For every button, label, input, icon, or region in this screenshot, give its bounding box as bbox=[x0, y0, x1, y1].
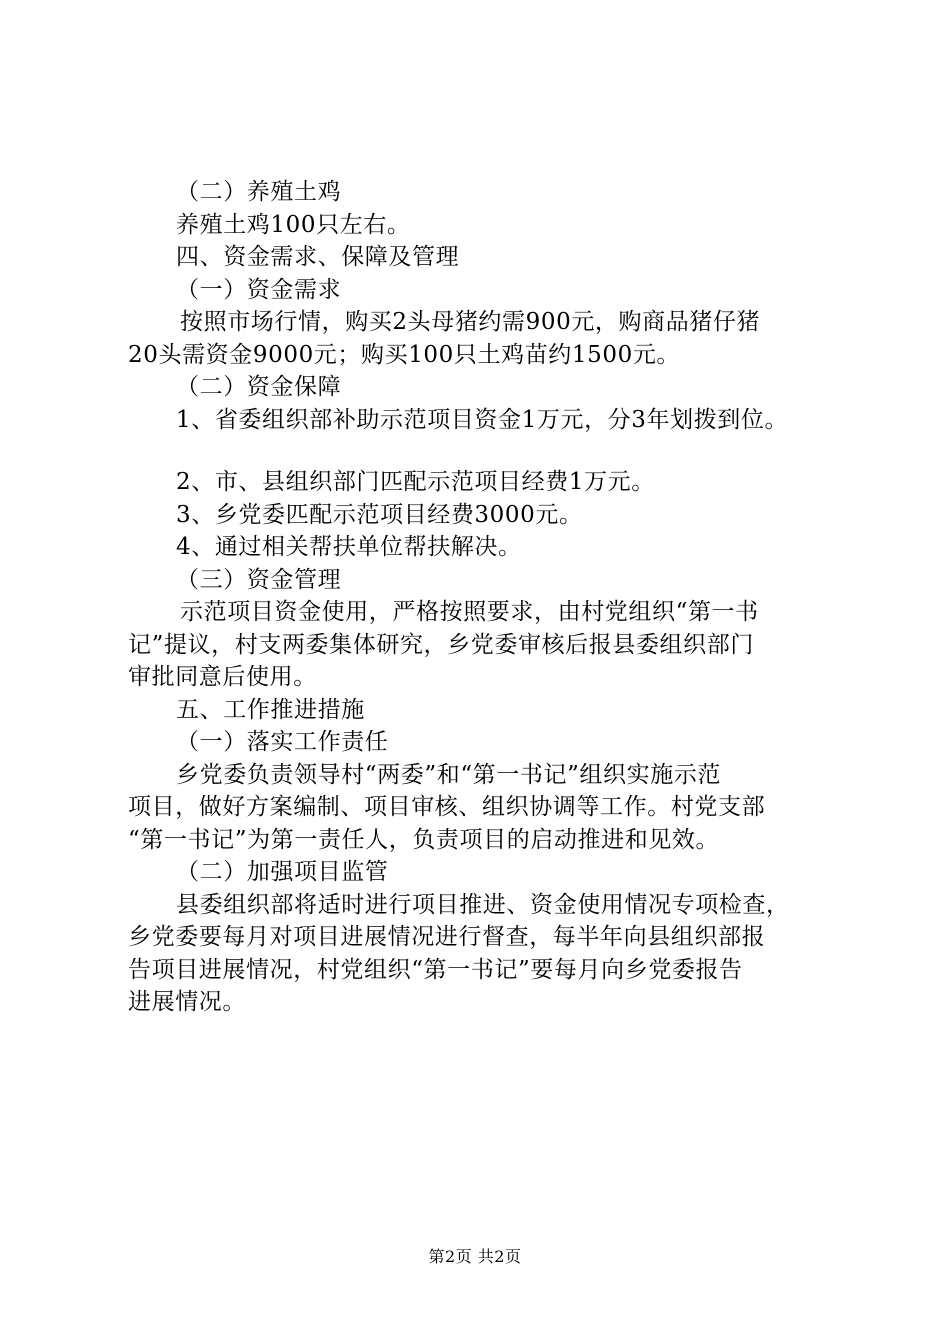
paragraph-line: “第一书记”为第一责任人，负责项目的启动推进和见效。 bbox=[128, 826, 720, 853]
paragraph-line: 乡党委要每月对项目进展情况进行督查，每半年向县组织部报 bbox=[128, 924, 766, 950]
list-item: 2、市、县组织部门匹配示范项目经费1万元。 bbox=[176, 469, 655, 495]
paragraph-line: 20头需资金9000元；购买100只土鸡苗约1500元。 bbox=[128, 341, 681, 368]
subheading-funding-guarantee: （二）资金保障 bbox=[176, 374, 342, 400]
subheading-funding-needs: （一）资金需求 bbox=[176, 276, 342, 303]
paragraph-line: 记”提议，村支两委集体研究，乡党委审核后报县委组织部门 bbox=[128, 631, 754, 658]
list-item: 1、省委组织部补助示范项目资金1万元，分3年划拨到位。 bbox=[176, 406, 789, 433]
paragraph-line: 县委组织部将适时进行项目推进、资金使用情况专项检查， bbox=[176, 891, 790, 918]
paragraph-line: 审批同意后使用。 bbox=[128, 664, 317, 690]
subheading-responsibility: （一）落实工作责任 bbox=[176, 729, 389, 755]
section-heading-measures: 五、工作推进措施 bbox=[176, 696, 365, 723]
paragraph-line: 告项目进展情况，村党组织“第一书记”要每月向乡党委报告 bbox=[128, 956, 743, 983]
paragraph-line: 进展情况。 bbox=[128, 989, 246, 1015]
section-heading-funding: 四、资金需求、保障及管理 bbox=[176, 244, 460, 270]
subheading-supervision: （二）加强项目监管 bbox=[176, 859, 389, 885]
paragraph-line: 乡党委负责领导村“两委”和“第一书记”组织实施示范 bbox=[176, 761, 722, 788]
subheading-raise-chickens: （二）养殖土鸡 bbox=[176, 179, 342, 205]
subheading-funding-management: （三）资金管理 bbox=[176, 566, 342, 593]
document-body bbox=[128, 176, 833, 1019]
paragraph-line: 按照市场行情，购买2头母猪约需900元，购商品猪仔猪 bbox=[180, 309, 761, 335]
paragraph-line: 养殖土鸡100只左右。 bbox=[176, 211, 411, 238]
spacer bbox=[128, 436, 833, 466]
list-item: 3、乡党委匹配示范项目经费3000元。 bbox=[176, 501, 583, 528]
paragraph-line: 示范项目资金使用，严格按照要求，由村党组织“第一书 bbox=[180, 599, 759, 625]
paragraph-line: 项目，做好方案编制、项目审核、组织协调等工作。村党支部 bbox=[128, 794, 766, 820]
list-item: 4、通过相关帮扶单位帮扶解决。 bbox=[176, 534, 522, 560]
page-number-footer: 第2页 共2页 bbox=[428, 1247, 522, 1266]
